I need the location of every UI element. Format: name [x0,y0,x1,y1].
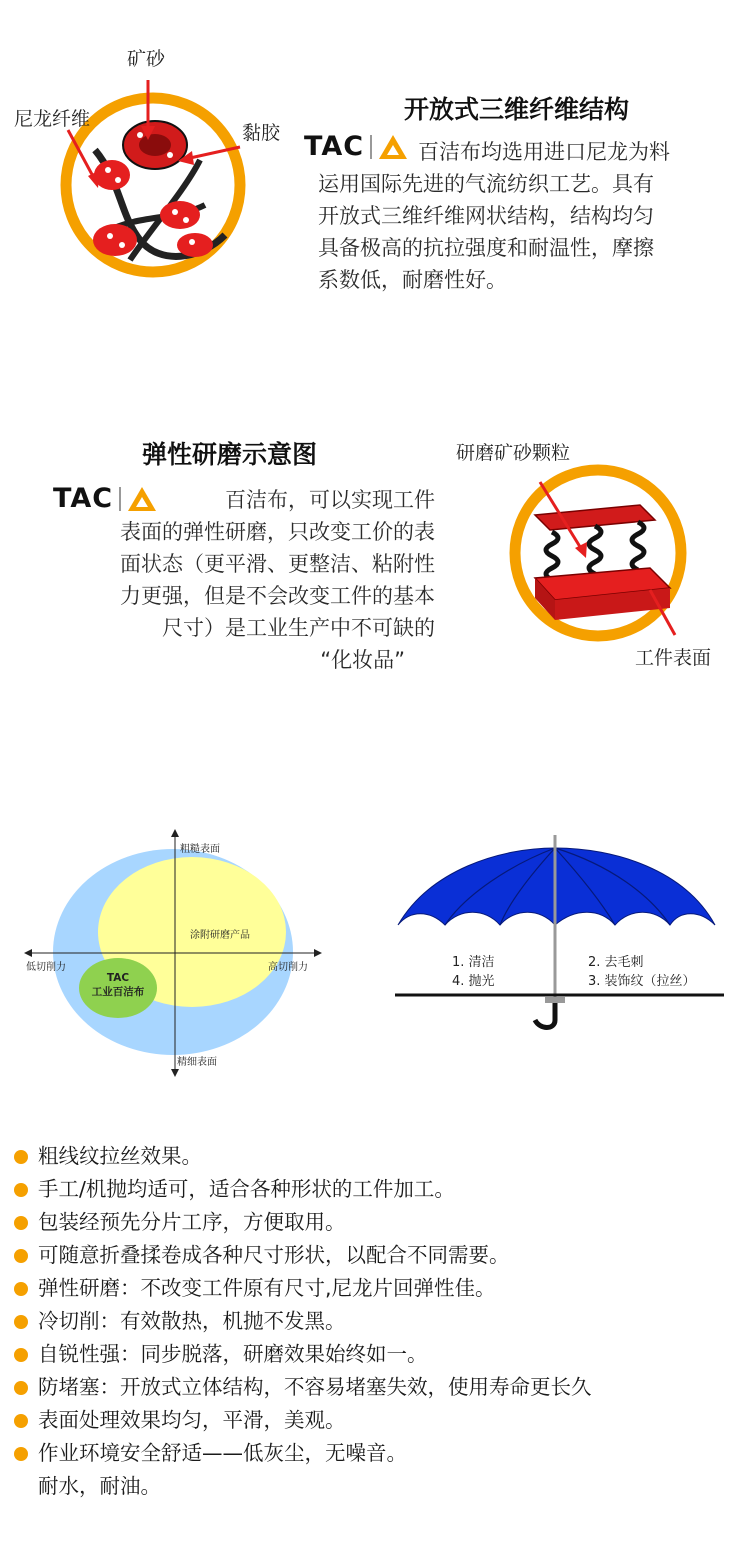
section2-title: 弹性研磨示意图 [142,440,318,469]
bullet-dot [14,1216,28,1230]
list-item [12,1371,742,1404]
para-line: 系数低，耐磨性好。 [318,268,507,292]
feature-text: 弹性研磨：不改变工件原有尺寸,尼龙片回弹性佳。 [38,1276,496,1300]
list-item-continuation [12,1470,742,1503]
axis-label-rough: 粗糙表面 [180,844,220,855]
feature-text: 冷切削：有效散热，机抛不发黑。 [38,1309,346,1333]
para-line: 运用国际先进的气流纺织工艺。具有 [318,172,654,196]
feature-text: 粗线纹拉丝效果。 [38,1144,202,1168]
list-item [12,1173,742,1206]
label-glue: 黏胶 [242,122,281,144]
bullet-dot [14,1381,28,1395]
feature-text: 作业环境安全舒适——低灰尘，无噪音。 [38,1441,407,1465]
para-line: 开放式三维纤维网状结构，结构均匀 [318,204,654,228]
umbrella-item-texture: 3. 装饰纹（拉丝） [588,974,696,989]
tac-logo-text: TAC [53,483,114,514]
axis-label-high-force: 高切削力 [268,962,308,973]
bullet-dot [14,1150,28,1164]
list-item [12,1338,742,1371]
axis-label-fine: 精细表面 [177,1057,217,1068]
list-item [12,1404,742,1437]
umbrella-item-deburr: 2. 去毛刺 [588,955,644,970]
feature-text: 手工/机抛均适可，适合各种形状的工件加工。 [38,1177,455,1201]
bullet-dot [14,1414,28,1428]
para-line: 表面的弹性研磨，只改变工价的表 [120,520,435,544]
umbrella-illustration [390,830,730,1035]
feature-text: 表面处理效果均匀，平滑，美观。 [38,1408,346,1432]
features-list [12,1140,742,1503]
section2-paragraph [40,484,435,676]
label-grains: 研磨矿砂颗粒 [456,442,571,464]
feature-text: 包装经预先分片工序，方便取用。 [38,1210,346,1234]
para-line: 百洁布，可以实现工件 [225,488,435,512]
coated-abrasive-label: 涂附研磨产品 [190,930,250,941]
bullet-dot [14,1183,28,1197]
feature-text: 可随意折叠揉卷成各种尺寸形状，以配合不同需要。 [38,1243,510,1267]
para-line: 面状态（更平滑、更整洁、粘附性 [120,552,435,576]
para-line: 百洁布均选用进口尼龙为料 [418,140,670,164]
tac-logo-text: TAC [304,131,365,162]
list-item [12,1206,742,1239]
feature-text: 自锐性强：同步脱落，研磨效果始终如一。 [38,1342,428,1366]
bullet-dot [14,1348,28,1362]
list-item [12,1140,742,1173]
bullet-dot [14,1315,28,1329]
umbrella-item-polish: 4. 抛光 [452,974,495,989]
feature-text: 耐水，耐油。 [38,1474,161,1498]
umbrella-item-clean: 1. 清洁 [452,955,495,970]
tac-region-label [80,971,156,999]
list-item [12,1305,742,1338]
list-item [12,1239,742,1272]
para-line: 力更强，但是不会改变工件的基本 [120,584,435,608]
list-item [12,1272,742,1305]
para-line: “化妆品” [320,648,405,672]
tac-region-label-line2: 工业百洁布 [91,986,145,998]
bullet-dot [14,1282,28,1296]
axis-label-low-force: 低切削力 [26,962,66,973]
bullet-dot [14,1447,28,1461]
bullet-dot [14,1249,28,1263]
label-sand: 矿砂 [127,48,166,70]
list-item [12,1437,742,1470]
section1-paragraph [318,136,738,296]
para-line: 尺寸）是工业生产中不可缺的 [162,616,435,640]
label-nylon-fiber: 尼龙纤维 [14,108,91,130]
elastic-grinding-illustration [490,460,740,660]
feature-text: 防堵塞：开放式立体结构，不容易堵塞失效，使用寿命更长久 [38,1375,592,1399]
cutting-force-diagram [20,825,330,1080]
label-workpiece-surface: 工件表面 [635,647,712,669]
tac-region-label-line1: TAC [106,972,130,984]
para-line: 具备极高的抗拉强度和耐温性，摩擦 [318,236,654,260]
section1-title: 开放式三维纤维结构 [404,95,630,124]
